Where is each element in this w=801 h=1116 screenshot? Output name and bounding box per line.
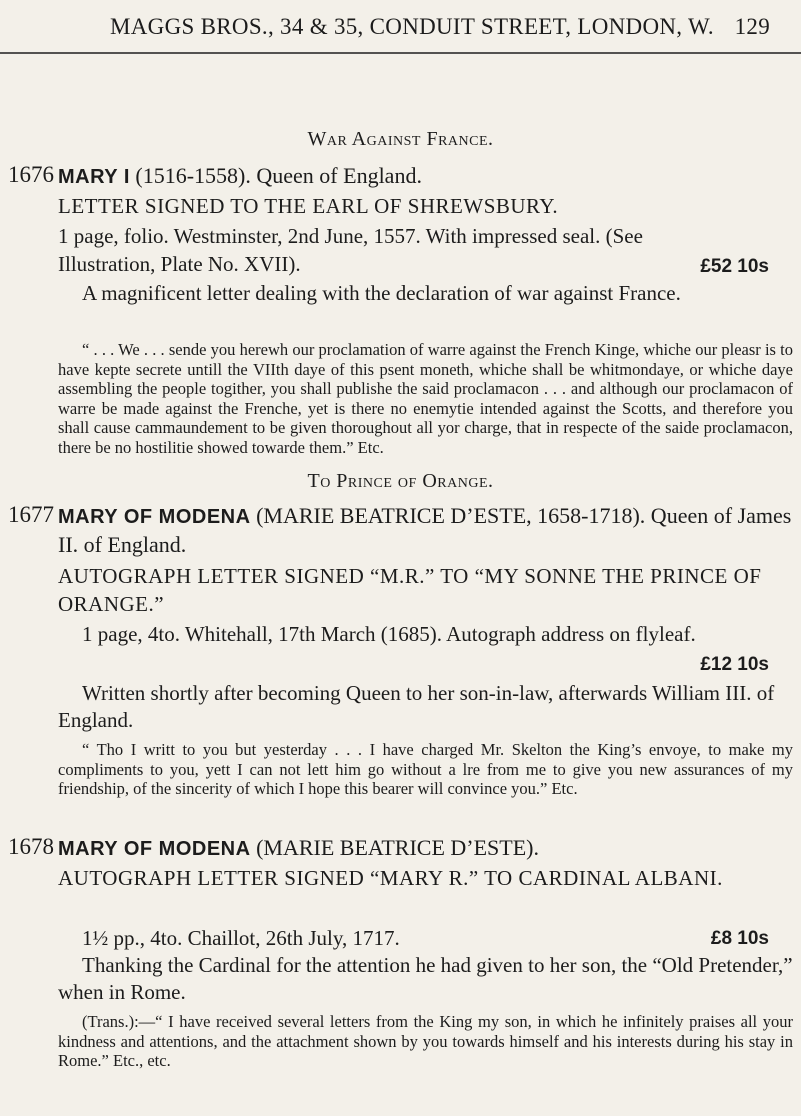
item-title: AUTOGRAPH LETTER SIGNED “M.R.” TO “MY SONNE THE PRINCE OF ORANGE.”	[58, 564, 762, 616]
item-quote: “ . . . We . . . sende you herewh our proclamation of warre against the French Kinge, whiche our pleasr is to have kepte secrete untill the VIIth daye of this psent moneth, whiche shall be whitmondaye, or whiche daye assembling the people togither, you shall publishe the said proclamacon . . . and although our proclamacon of warre be made against the Frenche, yet is there no enemytie intended against the Scotts, and therefore you shall cause cammaundement to be given thoroughout all yor charge, that in respecte of the saide proclamacon, there be no hostilitie showed towarde them.” Etc.	[58, 340, 793, 457]
item-price: £12 10s	[700, 654, 769, 675]
entry-heading	[58, 834, 793, 863]
entry-heading	[58, 162, 793, 191]
item-note: Written shortly after becoming Queen to her son-in-law, afterwards William III. of England.	[58, 681, 775, 732]
item-description: 1 page, 4to. Whitehall, 17th March (1685). Autograph address on flyleaf.	[82, 622, 696, 646]
entry-heading	[58, 502, 793, 559]
item-description: 1½ pp., 4to. Chaillot, 26th July, 1717.	[82, 926, 400, 950]
item-title: AUTOGRAPH LETTER SIGNED “MARY R.” TO CARDINAL ALBANI.	[58, 866, 723, 890]
item-price: £52 10s	[700, 256, 769, 277]
author-name: MARY OF MODENA	[58, 506, 251, 528]
lot-number: 1676	[8, 162, 54, 187]
header-rule	[0, 52, 801, 54]
item-note: A magnificent letter dealing with the declaration of war against France.	[82, 281, 681, 305]
author-detail: (MARIE BEATRICE D’ESTE, 1658-1718). Queen of James II. of England.	[58, 503, 792, 557]
item-price: £8 10s	[710, 928, 769, 949]
section-heading: To Prince of Orange.	[307, 470, 494, 492]
item-title: LETTER SIGNED TO THE EARL OF SHREWSBURY.	[58, 194, 559, 218]
section-heading: War Against France.	[307, 128, 494, 150]
item-note: Thanking the Cardinal for the attention he had given to her son, the “Old Pretender,” when in Rome.	[58, 953, 793, 1004]
page-number: 129	[734, 14, 770, 39]
author-detail: (1516-1558). Queen of England.	[135, 163, 422, 188]
lot-number: 1678	[8, 834, 54, 859]
author-detail: (MARIE BEATRICE D’ESTE).	[256, 835, 539, 860]
author-name: MARY OF MODENA	[58, 838, 251, 860]
author-name: MARY I	[58, 166, 130, 188]
publisher-line: MAGGS BROS., 34 & 35, CONDUIT STREET, LONDON, W.	[110, 14, 714, 39]
lot-number: 1677	[8, 502, 54, 527]
item-quote: “ Tho I writt to you but yesterday . . . I have charged Mr. Skelton the King’s envoye, to make my compliments to you, yett I can not lett him go without a lre from me to give you new assurances of my friendship, of the sincerity of which I hope this bearer will convince you.” Etc.	[58, 740, 793, 798]
item-quote: (Trans.):—“ I have received several letters from the King my son, in which he infinitely praises all your kindness and attentions, and the attachment shown by you towards himself and his interests during his stay in Rome.” Etc., etc.	[58, 1012, 793, 1070]
item-description: 1 page, folio. Westminster, 2nd June, 1557. With impressed seal. (See Illustration, Plate No. XVII).	[58, 224, 643, 276]
running-header	[110, 14, 770, 40]
